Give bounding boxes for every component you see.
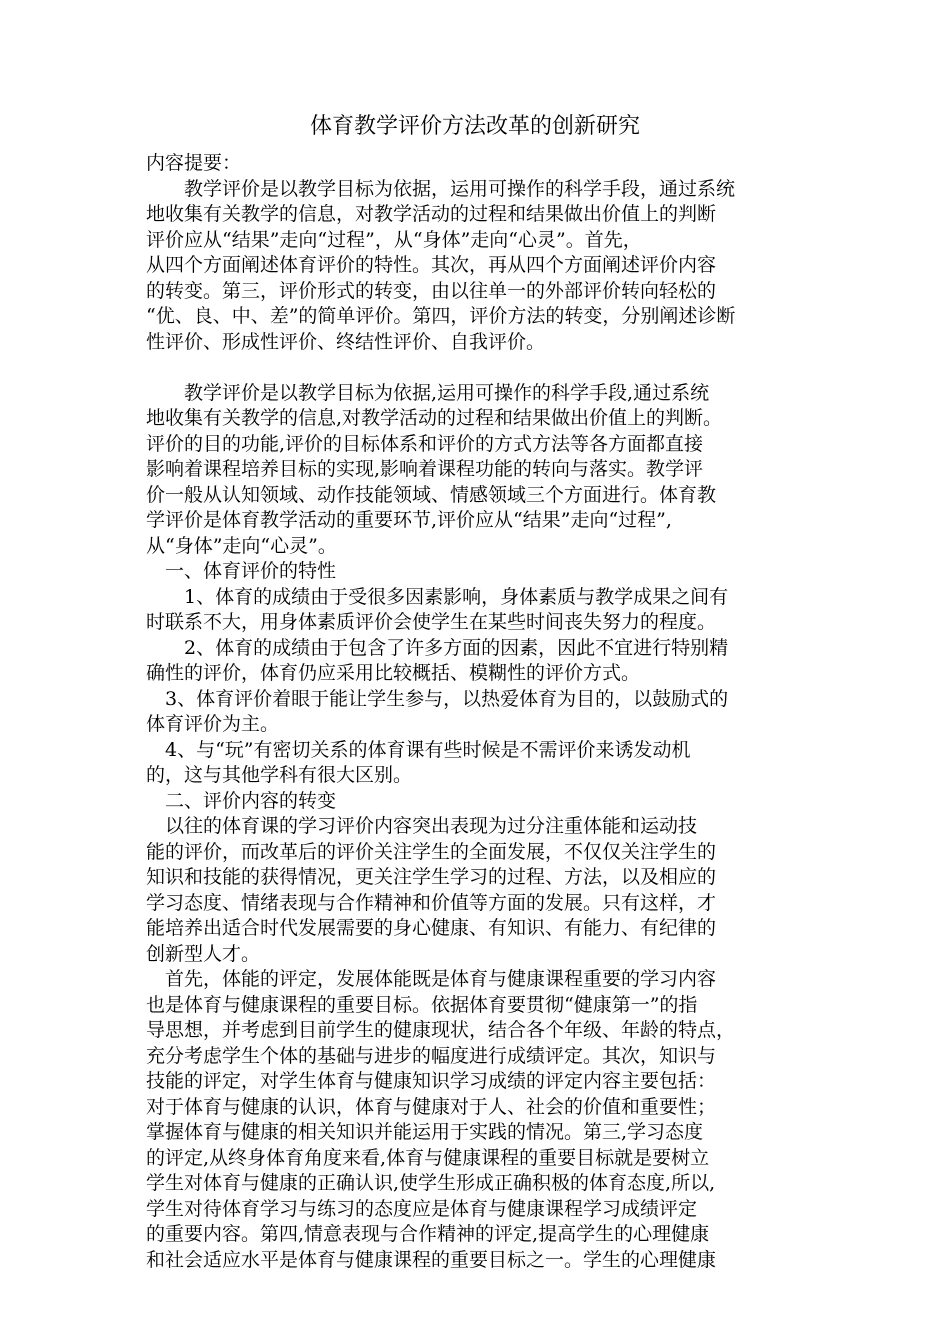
text-line: 对于体育与健康的认识，体育与健康对于人、社会的价值和重要性； [146,1095,717,1118]
text-line: 首先，体能的评定，发展体能既是体育与健康课程重要的学习内容 [146,968,717,990]
text-line: 时联系不大，用身体素质评价会使学生在某些时间丧失努力的程度。 [146,611,717,633]
text-line: 的，这与其他学科有很大区别。 [146,764,413,786]
text-line: 学习态度、情绪表现与合作精神和价值等方面的发展。只有这样，才 [146,891,717,914]
text-line: 以往的体育课的学习评价内容突出表现为过分注重体能和运动技 [146,815,698,837]
document-title: 体育教学评价方法改革的创新研究 [309,114,640,139]
blank-line [146,355,806,381]
text-line: 学评价是体育教学活动的重要环节,评价应从“结果”走向“过程”, [146,509,672,531]
text-line: 体育评价为主。 [146,713,280,735]
text-line: 地收集有关教学的信息，对教学活动的过程和结果做出价值上的判断 [146,203,717,225]
text-line: 从“身体”走向“心灵”。 [146,534,337,557]
text-line: 的重要内容。第四,情意表现与合作精神的评定,提高学生的心理健康 [146,1223,710,1245]
text-line: 一、体育评价的特性 [146,560,337,582]
text-line: 知识和技能的获得情况，更关注学生学习的过程、方法，以及相应的 [146,866,717,888]
text-line: 4、与“玩”有密切关系的体育课有些时候是不需评价来诱发动机 [146,738,691,761]
text-line: 评价应从“结果”走向“过程”，从“身体”走向“心灵”。首先， [146,228,642,251]
text-line: 价一般从认知领域、动作技能领域、情感领域三个方面进行。体育教 [146,483,717,506]
text-line: 能培养出适合时代发展需要的身心健康、有知识、有能力、有纪律的 [146,917,717,939]
text-line: 学生对体育与健康的正确认识,使学生形成正确积极的体育态度,所以, [146,1172,716,1194]
text-line: 和社会适应水平是体育与健康课程的重要目标之一。学生的心理健康 [146,1248,717,1271]
text-line: 从四个方面阐述体育评价的特性。其次，再从四个方面阐述评价内容 [146,254,717,276]
text-line: 充分考虑学生个体的基础与进步的幅度进行成绩评定。其次，知识与 [146,1044,717,1067]
text-line: 二、评价内容的转变 [146,789,337,812]
text-line: “优、良、中、差”的简单评价。第四，评价方法的转变，分别阐述诊断 [146,305,736,327]
document-body [146,151,806,1273]
text-line: 确性的评价，体育仍应采用比较概括、模糊性的评价方式。 [146,662,641,684]
text-line: 性评价、形成性评价、终结性评价、自我评价。 [146,330,546,353]
text-line: 内容提要： [146,152,242,174]
text-line: 导思想，并考虑到目前学生的健康现状，结合各个年级、年龄的特点， [146,1019,736,1041]
text-line: 创新型人才。 [146,942,261,965]
text-line: 地收集有关教学的信息,对教学活动的过程和结果做出价值上的判断。 [146,407,723,429]
text-line: 2、体育的成绩由于包含了许多方面的因素，因此不宜进行特别精 [146,636,729,659]
text-line: 也是体育与健康课程的重要目标。依据体育要贯彻“健康第一”的指 [146,993,698,1016]
text-line: 教学评价是以教学目标为依据,运用可操作的科学手段,通过系统 [146,381,710,404]
text-line: 评价的目的功能,评价的目标体系和评价的方式方法等各方面都直接 [146,432,704,455]
text-line: 掌握体育与健康的相关知识并能运用于实践的情况。第三,学习态度 [146,1121,704,1143]
text-line: 学生对待体育学习与练习的态度应是体育与健康课程学习成绩评定 [146,1197,698,1220]
text-line: 教学评价是以教学目标为依据，运用可操作的科学手段，通过系统 [146,177,736,200]
text-line: 的评定,从终身体育角度来看,体育与健康课程的重要目标就是要树立 [146,1146,710,1169]
text-line: 的转变。第三，评价形式的转变，由以往单一的外部评价转向轻松的 [146,279,717,302]
text-line: 1、体育的成绩由于受很多因素影响，身体素质与教学成果之间有 [146,585,729,608]
text-line: 3、体育评价着眼于能让学生参与，以热爱体育为目的，以鼓励式的 [146,687,729,710]
text-line: 能的评价，而改革后的评价关注学生的全面发展，不仅仅关注学生的 [146,840,717,863]
text-line: 技能的评定，对学生体育与健康知识学习成绩的评定内容主要包括： [146,1070,717,1092]
text-line: 影响着课程培养目标的实现,影响着课程功能的转向与落实。教学评 [146,458,704,480]
